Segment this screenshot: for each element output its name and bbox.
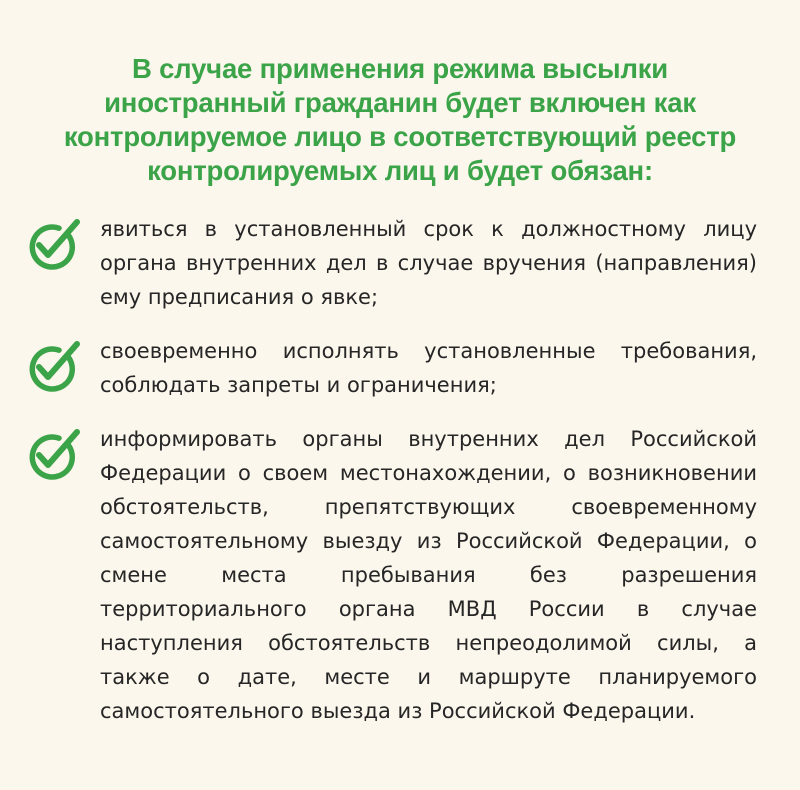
check-circle-icon: [24, 216, 82, 270]
check-circle-icon: [24, 338, 82, 392]
list-item-text: своевременно исполнять установленные требования, соблюдать запреты и ограничения;: [100, 339, 757, 397]
page-heading: В случае применения режима высылки иностранный гражданин будет включен как контролируемое лицо в соответствующий реестр контролируемых лиц и будет обязан:: [63, 53, 737, 186]
list-item-text: явиться в установленный срок к должностному лицу органа внутренних дел в случае вручения (направления) ему предписания о явке;: [100, 217, 757, 309]
list-item-text: информировать органы внутренних дел Российской Федерации о своем местонахождении, о возникновении обстоятельств, препятствующих своевременному самостоятельному выезду из Российской Федерации, о смене места пребывания без разрешения территориального органа МВД России в случае наступления обстоятельств непреодолимой силы, а также о дате, месте и маршруте планируемого самостоятельного выезда из Российской Федерации.: [100, 427, 757, 723]
check-circle-icon: [24, 426, 82, 480]
